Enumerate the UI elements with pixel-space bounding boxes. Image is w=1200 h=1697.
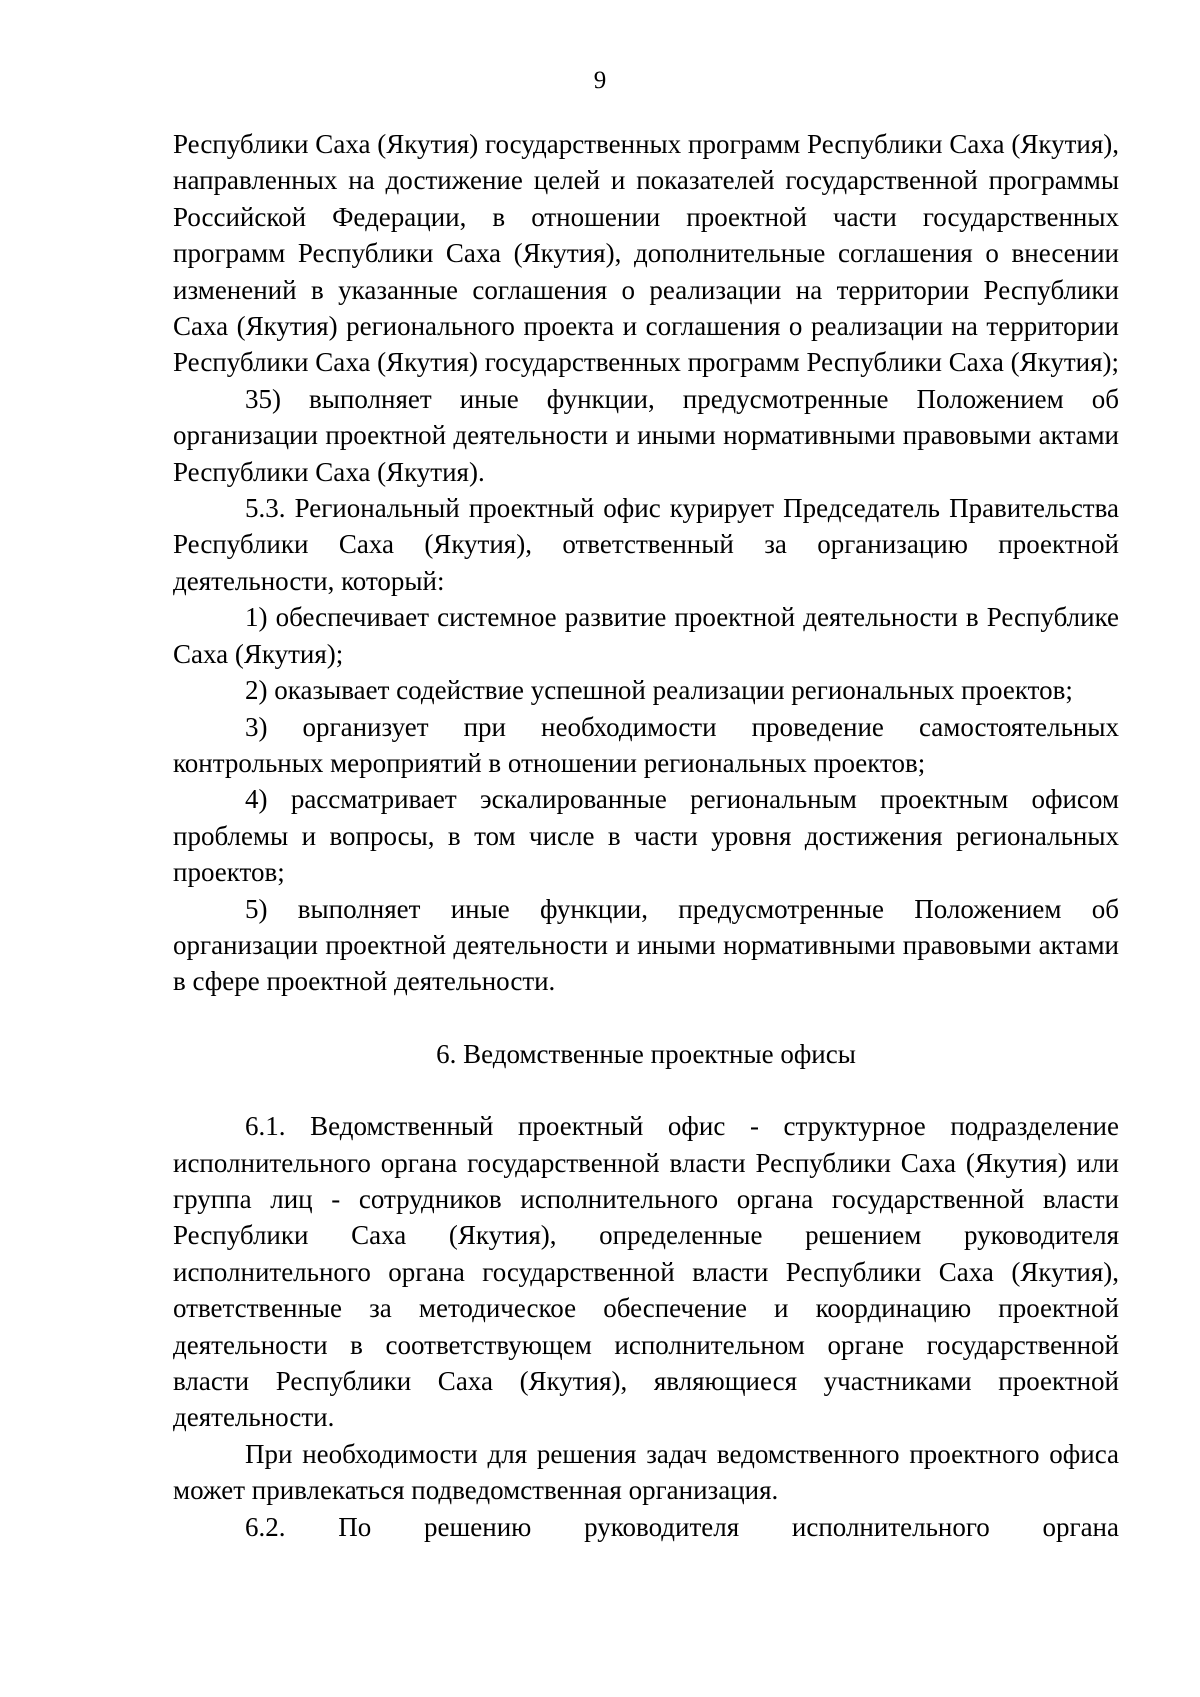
section-heading: 6. Ведомственные проектные офисы	[436, 1038, 856, 1069]
paragraph-item-1: 1) обеспечивает системное развитие проектной деятельности в Республике Саха (Якутия);	[173, 602, 1119, 669]
paragraph-subordinate-org: При необходимости для решения задач ведомственного проектного офиса может привлекаться подведомственная организация.	[173, 1438, 1119, 1506]
document-body	[173, 126, 1119, 1545]
page-number: 9	[593, 67, 607, 94]
paragraph-item-35: 35) выполняет иные функции, предусмотренные Положением об организации проектной деятельности и иными нормативными правовыми актами Республики Саха (Якутия).	[173, 383, 1119, 487]
paragraph-item-5: 5) выполняет иные функции, предусмотренные Положением об организации проектной деятельности и иными нормативными правовыми актами в сфере проектной деятельности.	[173, 893, 1119, 997]
paragraph-5-3: 5.3. Региональный проектный офис курирует Председатель Правительства Республики Саха (Якутия), ответственный за организацию проектной деятельности, который:	[173, 493, 1119, 596]
paragraph-item-2: 2) оказывает содействие успешной реализации региональных проектов;	[245, 675, 1073, 706]
paragraph-continuation: Республики Саха (Якутия) государственных программ Республики Саха (Якутия), направленных на достижение целей и показателей государственной программы Российской Федерации, в отношении проектной части государственных программ Республики Саха (Якутия), дополнительные соглашения о внесении изменений в указанные соглашения о реализации на территории Республики Саха (Якутия) регионального проекта и соглашения о реализации на территории Республики Саха (Якутия) государственных программ Республики Саха (Якутия);	[173, 129, 1119, 378]
paragraph-item-3: 3) организует при необходимости проведение самостоятельных контрольных мероприятий в отношении региональных проектов;	[173, 711, 1119, 778]
paragraph-item-4: 4) рассматривает эскалированные региональным проектным офисом проблемы и вопросы, в том числе в части уровня достижения региональных проектов;	[173, 784, 1119, 888]
paragraph-6-1: 6.1. Ведомственный проектный офис - структурное подразделение исполнительного органа государственной власти Республики Саха (Якутия) или группа лиц - сотрудников исполнительного органа государственной власти Республики Саха (Якутия), определенные решением руководителя исполнительного органа государственной власти Республики Саха (Якутия), ответственные за методическое обеспечение и координацию проектной деятельности в соответствующем исполнительном органе государственной власти Республики Саха (Якутия), являющиеся участниками проектной деятельности.	[173, 1111, 1119, 1433]
paragraph-6-2: 6.2. По решению руководителя исполнительного органа	[245, 1511, 1119, 1542]
